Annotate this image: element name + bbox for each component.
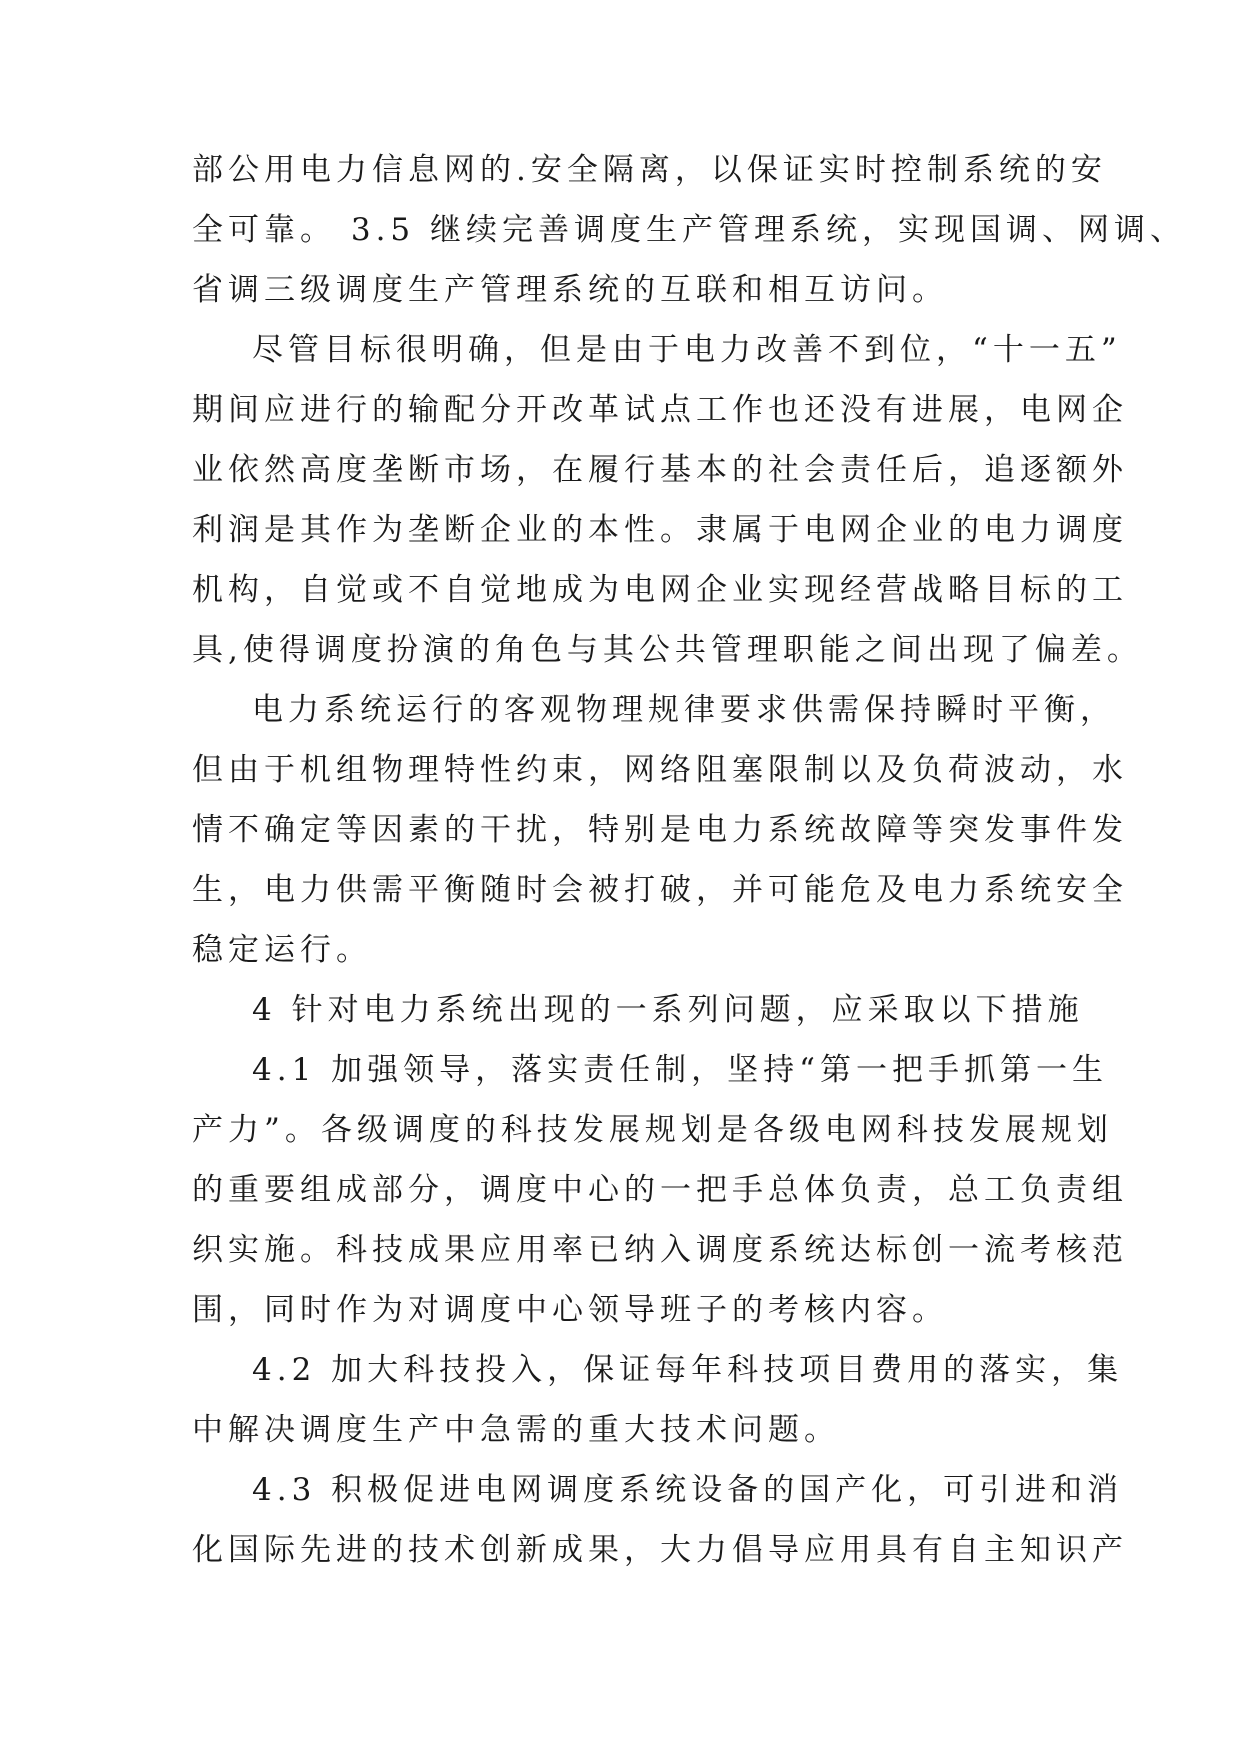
text-line: 全可靠。 3.5 继续完善调度生产管理系统，实现国调、网调、 [192,212,1187,248]
text-line: 业依然高度垄断市场，在履行基本的社会责任后，追逐额外 [192,452,1128,488]
text-line: 利润是其作为垄断企业的本性。隶属于电网企业的电力调度 [192,512,1128,548]
paragraph-start-line: 尽管目标很明确，但是由于电力改善不到位，“十一五” [252,332,1122,368]
text-line: 产力”。各级调度的科技发展规划是各级电网科技发展规划 [192,1112,1113,1148]
text-line: 部公用电力信息网的.安全隔离，以保证实时控制系统的安 [192,152,1107,188]
text-line: 织实施。科技成果应用率已纳入调度系统达标创一流考核范 [192,1232,1128,1268]
text-line: 生，电力供需平衡随时会被打破，并可能危及电力系统安全 [192,872,1128,908]
text-line: 的重要组成部分，调度中心的一把手总体负责，总工负责组 [192,1172,1128,1208]
paragraph-start-line: 4.2 加大科技投入，保证每年科技项目费用的落实，集 [252,1352,1124,1388]
text-line: 具,使得调度扮演的角色与其公共管理职能之间出现了偏差。 [192,632,1143,668]
text-line: 省调三级调度生产管理系统的互联和相互访问。 [192,272,948,308]
text-line: 化国际先进的技术创新成果，大力倡导应用具有自主知识产 [192,1532,1128,1568]
paragraph-start-line: 4.1 加强领导，落实责任制，坚持“第一把手抓第一生 [252,1052,1109,1088]
text-line: 期间应进行的输配分开改革试点工作也还没有进展，电网企 [192,392,1128,428]
text-line: 情不确定等因素的干扰，特别是电力系统故障等突发事件发 [192,812,1128,848]
text-line: 机构，自觉或不自觉地成为电网企业实现经营战略目标的工 [192,572,1128,608]
paragraph-start-line: 4.3 积极促进电网调度系统设备的国产化，可引进和消 [252,1472,1124,1508]
paragraph-start-line: 电力系统运行的客观物理规律要求供需保持瞬时平衡， [252,692,1116,728]
text-line: 但由于机组物理特性约束，网络阻塞限制以及负荷波动，水 [192,752,1128,788]
text-line: 中解决调度生产中急需的重大技术问题。 [192,1412,840,1448]
section-heading: 4 针对电力系统出现的一系列问题，应采取以下措施 [252,992,1084,1028]
text-line: 稳定运行。 [192,932,372,968]
text-line: 围，同时作为对调度中心领导班子的考核内容。 [192,1292,948,1328]
